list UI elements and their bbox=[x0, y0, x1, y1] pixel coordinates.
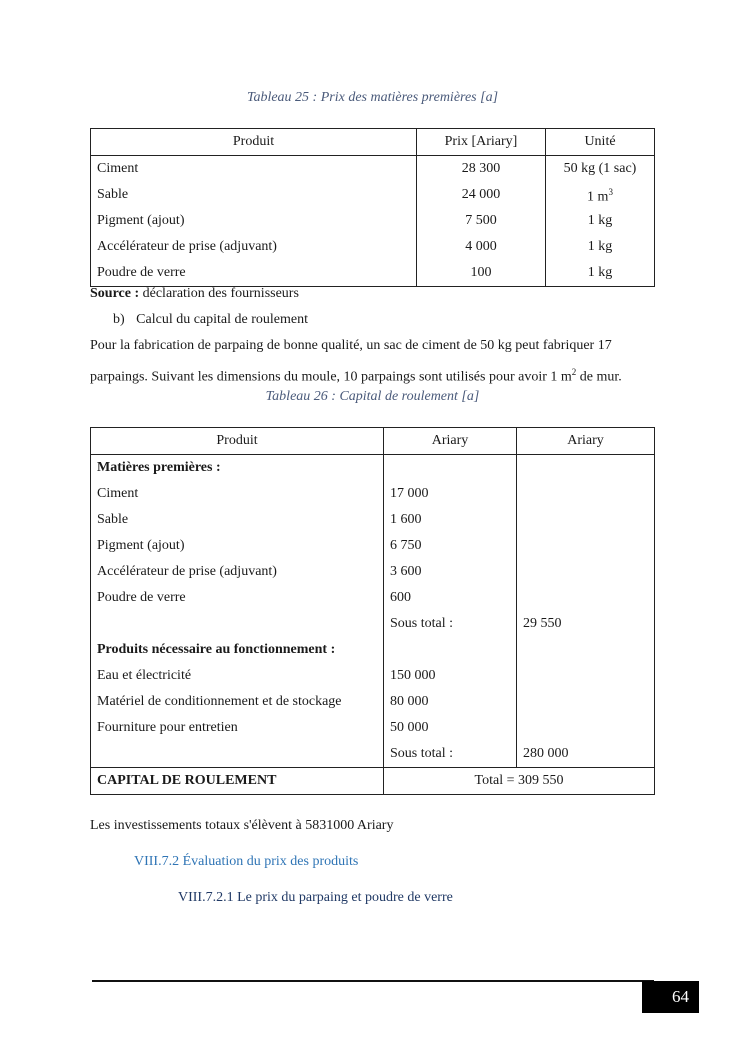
table-header-row bbox=[91, 129, 655, 156]
source-text: déclaration des fournisseurs bbox=[142, 286, 299, 301]
unit-text: 1 m bbox=[587, 189, 609, 205]
cell-produit: Accélérateur de prise (adjuvant) bbox=[91, 559, 384, 585]
cell-prix: 24 000 bbox=[417, 182, 546, 208]
cell-produit: Pigment (ajout) bbox=[91, 208, 417, 234]
total-row bbox=[91, 768, 655, 795]
investments-text: Les investissements totaux s'élèvent à 5831000 Ariary bbox=[90, 818, 394, 833]
cell-produit: Ciment bbox=[91, 481, 384, 507]
subtotal-row bbox=[91, 741, 655, 768]
table-row bbox=[91, 156, 655, 183]
cell-value: 3 600 bbox=[384, 559, 517, 585]
cell-value: 50 000 bbox=[384, 715, 517, 741]
cell-produit: Sable bbox=[91, 182, 417, 208]
cell-value: 150 000 bbox=[384, 663, 517, 689]
paragraph-line bbox=[90, 359, 655, 391]
table-row bbox=[91, 234, 655, 260]
table26 bbox=[90, 427, 655, 795]
column-header: Produit bbox=[91, 428, 384, 455]
cell-prix: 28 300 bbox=[417, 156, 546, 183]
cell-unite: 1 kg bbox=[587, 265, 613, 280]
table-row bbox=[91, 182, 655, 208]
cell-produit: Accélérateur de prise (adjuvant) bbox=[91, 234, 417, 260]
page-number: 64 bbox=[642, 981, 699, 1013]
cell-prix: 100 bbox=[417, 260, 546, 287]
table-row bbox=[91, 260, 655, 287]
section-heading: VIII.7.2 Évaluation du prix des produits bbox=[134, 854, 359, 869]
list-marker: b) bbox=[113, 312, 125, 327]
total-label: CAPITAL DE ROULEMENT bbox=[91, 768, 384, 795]
paragraph-text: de mur. bbox=[576, 369, 622, 385]
column-header: Unité bbox=[546, 129, 655, 156]
cell-unite: 1 kg bbox=[587, 239, 613, 254]
total-value: Total = 309 550 bbox=[384, 768, 655, 795]
table-row bbox=[91, 455, 655, 482]
cell-value: 17 000 bbox=[384, 481, 517, 507]
cell-unite: 1 kg bbox=[587, 213, 613, 228]
paragraph-text: parpaings. Suivant les dimensions du moule, 10 parpaings sont utilisés pour avoir 1 m bbox=[90, 369, 572, 385]
cell-unite bbox=[546, 182, 655, 208]
cell-produit: Matériel de conditionnement et de stockage bbox=[91, 689, 384, 715]
subtotal-row bbox=[91, 611, 655, 637]
unit-exponent: 3 bbox=[608, 187, 613, 198]
cell-produit: Sable bbox=[91, 507, 384, 533]
table-row bbox=[91, 637, 655, 663]
section-title: Produits nécessaire au fonctionnement : bbox=[91, 637, 384, 663]
body-paragraph bbox=[90, 333, 655, 391]
cell-value: 6 750 bbox=[384, 533, 517, 559]
subtotal-value: 29 550 bbox=[523, 616, 562, 631]
source-note bbox=[90, 286, 299, 302]
table-row bbox=[91, 715, 655, 741]
table-row bbox=[91, 585, 655, 611]
subsection-heading: VIII.7.2.1 Le prix du parpaing et poudre de verre bbox=[178, 890, 453, 905]
table-row bbox=[91, 533, 655, 559]
cell-unite: 50 kg (1 sac) bbox=[563, 161, 637, 176]
paragraph-line: Pour la fabrication de parpaing de bonne qualité, un sac de ciment de 50 kg peut fabriquer 17 bbox=[90, 338, 612, 353]
cell-produit: Ciment bbox=[91, 156, 417, 183]
source-label: Source : bbox=[90, 286, 140, 301]
subsection-title: Calcul du capital de roulement bbox=[136, 312, 308, 327]
table-row bbox=[91, 507, 655, 533]
superscript: 2 bbox=[571, 367, 577, 377]
column-header: Prix [Ariary] bbox=[417, 129, 546, 156]
cell-value: 600 bbox=[384, 585, 517, 611]
table-header-row bbox=[91, 428, 655, 455]
cell-prix: 4 000 bbox=[417, 234, 546, 260]
table-row bbox=[91, 663, 655, 689]
subtotal-label: Sous total : bbox=[384, 611, 517, 637]
footer-divider bbox=[92, 980, 654, 982]
cell-value: 80 000 bbox=[384, 689, 517, 715]
cell-produit: Poudre de verre bbox=[91, 585, 384, 611]
cell-produit: Eau et électricité bbox=[91, 663, 384, 689]
cell-produit: Pigment (ajout) bbox=[91, 533, 384, 559]
table26-caption: Tableau 26 : Capital de roulement [a] bbox=[265, 389, 480, 404]
cell-value: 1 600 bbox=[384, 507, 517, 533]
cell-produit: Poudre de verre bbox=[91, 260, 417, 287]
cell-produit: Fourniture pour entretien bbox=[91, 715, 384, 741]
table25 bbox=[90, 128, 655, 287]
subtotal-value: 280 000 bbox=[523, 746, 569, 761]
subsection-b bbox=[113, 312, 308, 328]
table25-caption: Tableau 25 : Prix des matières premières [a] bbox=[246, 90, 499, 105]
table-row bbox=[91, 559, 655, 585]
section-title: Matières premières : bbox=[91, 455, 384, 482]
cell-prix: 7 500 bbox=[417, 208, 546, 234]
table-row bbox=[91, 481, 655, 507]
table-row bbox=[91, 689, 655, 715]
column-header: Produit bbox=[91, 129, 417, 156]
column-header: Ariary bbox=[517, 428, 655, 455]
subtotal-label: Sous total : bbox=[384, 741, 517, 768]
column-header: Ariary bbox=[384, 428, 517, 455]
table-row bbox=[91, 208, 655, 234]
